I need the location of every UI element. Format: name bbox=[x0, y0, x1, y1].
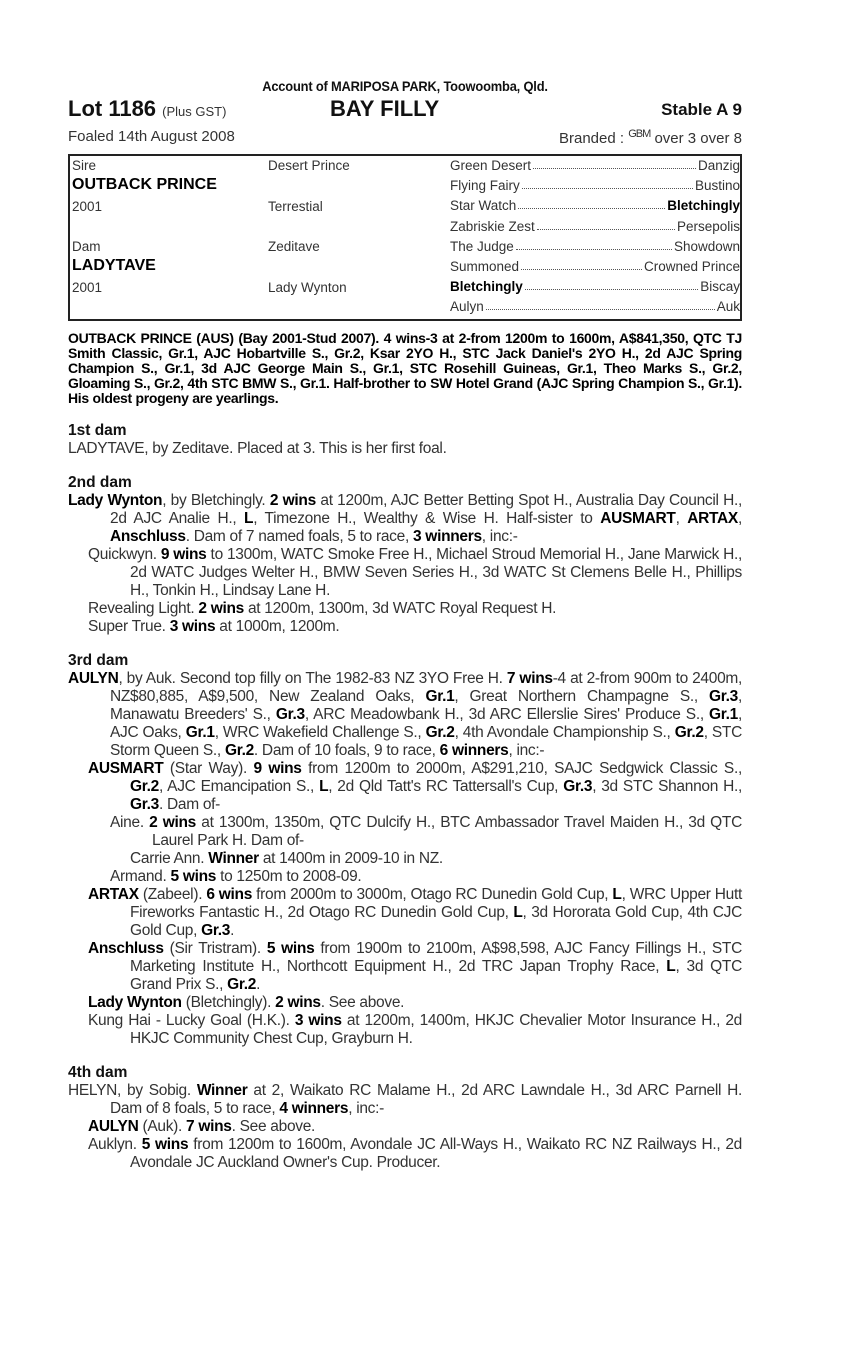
text: , by Bletchingly. bbox=[162, 492, 270, 509]
text: at 1200m, 1300m, 3d WATC Royal Request H. bbox=[243, 600, 557, 617]
sire-name: OUTBACK PRINCE bbox=[72, 176, 217, 193]
text: from 1200m to 1600m, Avondale JC All-Ways H., Waikato RC NZ Railways H., 2d Avondale JC Auckland Owner's Cup. Producer. bbox=[130, 1136, 742, 1171]
text: at 1000m, 1200m. bbox=[215, 618, 340, 635]
pedigree-row bbox=[450, 198, 740, 213]
ancestor-sire: Auk bbox=[716, 299, 740, 315]
branded-label: Branded : bbox=[559, 130, 625, 147]
bold-text: Gr.3 bbox=[275, 706, 305, 723]
text: , inc:- bbox=[348, 1100, 384, 1117]
bold-text: Lady Wynton bbox=[88, 994, 182, 1011]
dot-leader bbox=[486, 299, 715, 310]
text: , 4th Avondale Championship S., bbox=[454, 724, 675, 741]
family-entry bbox=[68, 1118, 742, 1136]
family-entry bbox=[68, 814, 742, 850]
lot-number bbox=[68, 96, 226, 122]
ancestor-name: Star Watch bbox=[450, 198, 517, 214]
family-sections bbox=[68, 422, 742, 1172]
family-entry bbox=[68, 1012, 742, 1048]
text: , bbox=[675, 510, 688, 527]
bold-text: AUSMART bbox=[600, 510, 676, 527]
text: HELYN, by Sobig. bbox=[68, 1082, 197, 1099]
bold-text: ARTAX bbox=[88, 886, 139, 903]
family-entry bbox=[68, 440, 742, 458]
bold-text: Gr.3 bbox=[563, 778, 593, 795]
bold-text: Winner bbox=[196, 1082, 248, 1099]
sire-summary: OUTBACK PRINCE (AUS) (Bay 2001-Stud 2007). 4 wins-3 at 2-from 1200m to 1600m, A$841,350, QTC TJ Smith Classic, Gr.1, AJC Hobartville S., Gr.2, Ksar 2YO H., STC Jack Daniel's 2YO H., 2d AJC Spring Champion S., Gr.1, 3d AJC George Main S., Gr.1, STC Rosehill Guineas, Gr.1, Theo Marks S., Gr.2, Gloaming S., Gr.2, 4th STC BMW S., Gr.1. Half-brother to SW Hotel Grand (AJC Spring Champion S., Gr.1). His oldest progeny are yearlings. bbox=[68, 330, 742, 406]
family-entry bbox=[68, 850, 742, 868]
stable-location: Stable A 9 bbox=[661, 100, 742, 119]
family-entry bbox=[68, 492, 742, 546]
bold-text: 3 wins bbox=[169, 618, 216, 635]
dot-leader bbox=[522, 178, 693, 189]
bold-text: 5 wins bbox=[141, 1136, 189, 1153]
brand-mark: GBM bbox=[628, 128, 651, 140]
lot-note: (Plus GST) bbox=[162, 104, 227, 119]
text: at 1400m in 2009-10 in NZ. bbox=[258, 850, 443, 867]
family-entry bbox=[68, 940, 742, 994]
dot-leader bbox=[533, 158, 696, 169]
bold-text: Gr.1 bbox=[425, 688, 455, 705]
pedigree-row bbox=[450, 299, 740, 314]
text: , WRC Wakefield Challenge S., bbox=[214, 724, 426, 741]
dot-leader bbox=[525, 279, 698, 290]
text: from 1900m to 2100m, A$98,598, AJC Fancy Fillings H., STC Marketing Institute H., Northcott Equipment H., 2d TRC Japan Trophy Race, bbox=[130, 940, 742, 975]
dot-leader bbox=[521, 259, 642, 270]
bold-text: 6 winners bbox=[439, 742, 509, 759]
family-entry bbox=[68, 868, 742, 886]
bold-text: 2 wins bbox=[198, 600, 244, 617]
brand-info bbox=[559, 128, 742, 147]
text: , Timezone H., Wealthy & Wise H. Half-sister to bbox=[253, 510, 601, 527]
text: . See above. bbox=[231, 1118, 316, 1135]
bold-text: 6 wins bbox=[206, 886, 253, 903]
text: , 3d STC Shannon H., bbox=[592, 778, 742, 795]
text: , WRC Upper Hutt Fireworks Fantastic H., 2d Otago RC Dunedin Gold Cup, bbox=[130, 886, 743, 921]
vendor-account: Account of MARIPOSA PARK, Toowoomba, Qld. bbox=[262, 78, 548, 94]
family-entry bbox=[68, 1082, 742, 1118]
text: . Dam of- bbox=[158, 796, 221, 813]
bold-text: Gr.3 bbox=[130, 796, 159, 813]
text: from 2000m to 3000m, Otago RC Dunedin Gold Cup, bbox=[252, 886, 613, 903]
bold-text: AULYN bbox=[68, 670, 119, 687]
bold-text: Gr.1 bbox=[185, 724, 215, 741]
text: at 2, Waikato RC Malame H., 2d ARC Lawndale H., 3d ARC Parnell H. Dam of 8 foals, 5 to race, bbox=[110, 1082, 742, 1117]
ancestor-name: Flying Fairy bbox=[450, 178, 520, 194]
family-entry bbox=[68, 600, 742, 618]
ancestor-sire: Danzig bbox=[697, 158, 740, 173]
text: (Sir Tristram). bbox=[163, 940, 267, 957]
pedigree-row bbox=[450, 239, 740, 254]
text: Revealing Light. bbox=[88, 600, 199, 617]
text: to 1300m, WATC Smoke Free H., Michael Stroud Memorial H., Jane Marwick H., 2d WATC Judges Welter H., BMW Seven Series H., 3d WATC St Clemens Belle H., Phillips H., Tonkin H., Lindsay Lane H. bbox=[130, 546, 742, 599]
bold-text: Gr.2 bbox=[674, 724, 704, 741]
text: (Bletchingly). bbox=[181, 994, 276, 1011]
text: . Dam of 7 named foals, 5 to race, bbox=[185, 528, 413, 545]
bold-text: 2 wins bbox=[149, 814, 196, 831]
lot-label: Lot 1186 bbox=[68, 96, 157, 121]
text: Aine. bbox=[110, 814, 150, 831]
horse-description: BAY FILLY bbox=[330, 96, 440, 121]
dam-label: Dam bbox=[72, 239, 101, 254]
ancestor-name: The Judge bbox=[450, 238, 514, 254]
text: . bbox=[230, 922, 235, 939]
text: (Zabeel). bbox=[138, 886, 207, 903]
text: . Dam of 10 foals, 9 to race, bbox=[253, 742, 440, 759]
bold-text: Winner bbox=[208, 850, 259, 867]
lot-header bbox=[68, 96, 742, 124]
text: LADYTAVE, by Zeditave. Placed at 3. This is her first foal. bbox=[68, 440, 447, 457]
pedigree-row bbox=[450, 279, 740, 294]
bold-text: 4 winners bbox=[279, 1100, 349, 1117]
text: , inc:- bbox=[508, 742, 545, 759]
pedigree-row bbox=[450, 219, 740, 234]
bold-text: L bbox=[319, 778, 329, 795]
bold-text: Anschluss bbox=[88, 940, 164, 957]
pedigree-row bbox=[450, 259, 740, 274]
bold-text: 5 wins bbox=[170, 868, 217, 885]
dot-leader bbox=[518, 198, 665, 209]
foal-info bbox=[68, 124, 742, 148]
section-heading: 2nd dam bbox=[68, 474, 132, 491]
text: , 3d Hororata Gold Cup, 4th CJC Gold Cup, bbox=[130, 904, 742, 939]
pedigree-row bbox=[450, 158, 740, 173]
branded-rest: over 3 over 8 bbox=[654, 130, 742, 147]
bold-text: L bbox=[513, 904, 523, 921]
text: to 1250m to 2008-09. bbox=[216, 868, 362, 885]
text: , inc:- bbox=[481, 528, 518, 545]
text: -4 at 2-from 900m to 2400m, NZ$80,885, A$9,500, New Zealand Oaks, bbox=[110, 670, 743, 705]
ancestor-sire: Bletchingly bbox=[667, 198, 740, 214]
text: , Great Northern Champagne S., bbox=[454, 688, 710, 705]
bold-text: L bbox=[244, 510, 254, 527]
catalogue-page bbox=[68, 78, 742, 1172]
bold-text: 9 wins bbox=[253, 760, 302, 777]
dot-leader bbox=[516, 239, 672, 250]
text: Carrie Ann. bbox=[130, 850, 209, 867]
text: , Manawatu Breeders' S., bbox=[110, 688, 742, 723]
ancestor-sire: Crowned Prince bbox=[643, 259, 740, 274]
text: Armand. bbox=[110, 868, 171, 885]
text: , ARC Meadowbank H., 3d ARC Ellerslie Sires' Produce S., bbox=[304, 706, 710, 723]
bold-text: 9 wins bbox=[160, 546, 207, 563]
pedigree-table bbox=[68, 154, 742, 321]
text: (Star Way). bbox=[163, 760, 254, 777]
ancestor-name: Green Desert bbox=[450, 158, 532, 173]
text: (Auk). bbox=[138, 1118, 187, 1135]
bold-text: L bbox=[666, 958, 676, 975]
bold-text: AULYN bbox=[88, 1118, 139, 1135]
family-entry bbox=[68, 994, 742, 1012]
text: , AJC Oaks, bbox=[110, 706, 742, 741]
bold-text: Anschluss bbox=[110, 528, 186, 545]
family-entry bbox=[68, 760, 742, 814]
granddam-maternal: Lady Wynton bbox=[268, 280, 347, 295]
bold-text: Gr.3 bbox=[201, 922, 231, 939]
text: Kung Hai - Lucky Goal (H.K.). bbox=[88, 1012, 295, 1029]
bold-text: 7 wins bbox=[506, 670, 553, 687]
foaled-date: Foaled 14th August 2008 bbox=[68, 128, 235, 145]
bold-text: ARTAX bbox=[687, 510, 738, 527]
text: Super True. bbox=[88, 618, 170, 635]
bold-text: 2 wins bbox=[269, 492, 316, 509]
text: Auklyn. bbox=[88, 1136, 142, 1153]
text: , 3d QTC Grand Prix S., bbox=[130, 958, 742, 993]
section-heading: 1st dam bbox=[68, 422, 127, 439]
text: at 1200m, 1400m, HKJC Chevalier Motor Insurance H., 2d HKJC Community Chest Cup, Grayburn H. bbox=[130, 1012, 742, 1047]
text: , by Auk. Second top filly on The 1982-83 NZ 3YO Free H. bbox=[118, 670, 507, 687]
text: at 1200m, AJC Better Betting Spot H., Australia Day Council H., 2d AJC Analie H., bbox=[110, 492, 742, 527]
text: , bbox=[737, 510, 742, 527]
dam-year: 2001 bbox=[72, 280, 103, 295]
bold-text: Gr.1 bbox=[709, 706, 738, 723]
bold-text: AUSMART bbox=[88, 760, 164, 777]
bold-text: Gr.2 bbox=[224, 742, 254, 759]
ancestor-name: Zabriskie Zest bbox=[450, 218, 535, 234]
ancestor-name: Aulyn bbox=[450, 299, 484, 315]
family-entry bbox=[68, 670, 742, 760]
section-heading: 3rd dam bbox=[68, 652, 129, 669]
pedigree-row bbox=[450, 178, 740, 193]
family-entry bbox=[68, 546, 742, 600]
ancestor-sire: Biscay bbox=[700, 279, 740, 295]
sire-year: 2001 bbox=[72, 199, 103, 214]
bold-text: 7 wins bbox=[186, 1118, 232, 1135]
text: . bbox=[256, 976, 261, 993]
bold-text: 5 wins bbox=[266, 940, 315, 957]
ancestor-sire: Showdown bbox=[673, 238, 740, 254]
granddam-paternal: Terrestial bbox=[268, 199, 323, 214]
grandsire-maternal: Zeditave bbox=[268, 239, 320, 254]
bold-text: Gr.2 bbox=[425, 724, 455, 741]
dot-leader bbox=[537, 219, 675, 230]
sire-label: Sire bbox=[72, 158, 97, 173]
ancestor-sire: Persepolis bbox=[676, 218, 740, 234]
bold-text: L bbox=[612, 886, 622, 903]
bold-text: 3 winners bbox=[412, 528, 482, 545]
bold-text: 3 wins bbox=[294, 1012, 342, 1029]
family-entry bbox=[68, 1136, 742, 1172]
bold-text: Gr.2 bbox=[227, 976, 257, 993]
ancestor-sire: Bustino bbox=[694, 178, 740, 194]
dam-name: LADYTAVE bbox=[72, 257, 156, 274]
bold-text: Lady Wynton bbox=[68, 492, 163, 509]
ancestor-name: Bletchingly bbox=[450, 279, 523, 295]
bold-text: 2 wins bbox=[275, 994, 321, 1011]
section-heading: 4th dam bbox=[68, 1064, 128, 1081]
text: Quickwyn. bbox=[88, 546, 161, 563]
family-entry bbox=[68, 886, 742, 940]
text: , AJC Emancipation S., bbox=[158, 778, 320, 795]
text: from 1200m to 2000m, A$291,210, SAJC Sedgwick Classic S., bbox=[301, 760, 742, 777]
grandsire-paternal: Desert Prince bbox=[268, 158, 350, 173]
bold-text: Gr.3 bbox=[709, 688, 738, 705]
text: , 2d Qld Tatt's RC Tattersall's Cup, bbox=[328, 778, 564, 795]
text: at 1300m, 1350m, QTC Dulcify H., BTC Ambassador Travel Maiden H., 3d QTC Laurel Park H. Dam of- bbox=[152, 814, 742, 849]
bold-text: Gr.2 bbox=[130, 778, 159, 795]
ancestor-name: Summoned bbox=[450, 259, 520, 274]
text: , STC Storm Queen S., bbox=[110, 724, 742, 759]
text: . See above. bbox=[320, 994, 405, 1011]
family-entry bbox=[68, 618, 742, 636]
